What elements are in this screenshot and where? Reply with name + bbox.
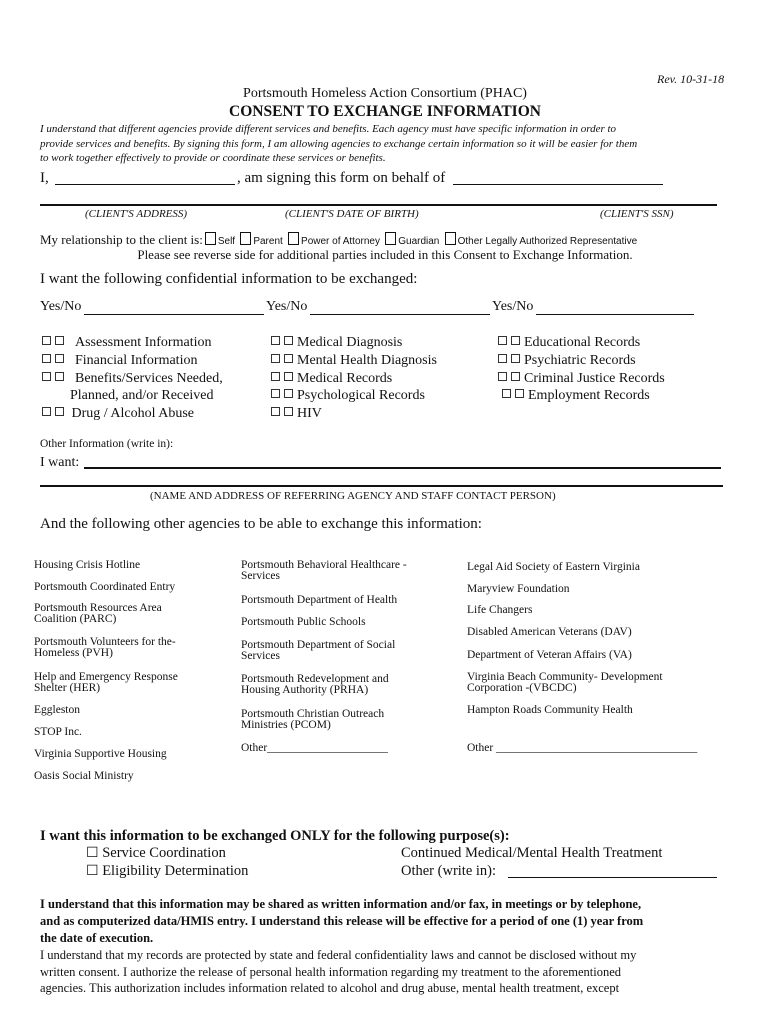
agency-item: Help and Emergency Response Shelter (HER) (34, 671, 178, 694)
checkbox-guardian[interactable] (385, 232, 396, 245)
purpose-other-field[interactable] (508, 877, 717, 878)
yes-checkbox[interactable] (271, 354, 280, 363)
purpose-service-coordination (86, 845, 226, 862)
purpose-label: Service Coordination (102, 845, 226, 861)
info-column-3 (498, 334, 665, 405)
info-item (271, 352, 437, 370)
agency-item: Portsmouth Volunteers for the-Homeless (PVH) (34, 636, 176, 659)
yesno-underline (310, 314, 490, 315)
checkbox-service-coordination[interactable]: ☐ (86, 846, 99, 861)
info-label: Benefits/Services Needed, (75, 370, 223, 386)
referring-agency-field[interactable] (40, 485, 723, 487)
info-label: Mental Health Diagnosis (297, 352, 437, 368)
option-parent: Parent (253, 236, 283, 247)
info-label: Psychiatric Records (524, 352, 636, 368)
release-terms-paragraph (40, 896, 643, 947)
info-item (271, 387, 437, 405)
agency-other-field[interactable]: Other ___________________________________ (467, 742, 698, 754)
purpose-heading: I want this information to be exchanged ONLY for the following purpose(s): (40, 828, 510, 844)
agency-item: Portsmouth Department of Social Services (241, 639, 396, 662)
agency-item: Life Changers (467, 604, 533, 616)
purpose-continued-treatment: Continued Medical/Mental Health Treatment (401, 845, 663, 861)
relationship-row (40, 232, 637, 248)
info-label: Psychological Records (297, 388, 425, 404)
info-item (498, 352, 665, 370)
info-label: Drug / Alcohol Abuse (71, 406, 194, 422)
checkbox-eligibility[interactable]: ☐ (86, 864, 99, 879)
no-checkbox[interactable] (511, 336, 520, 345)
referring-agency-caption: (NAME AND ADDRESS OF REFERRING AGENCY AND STAFF CONTACT PERSON) (150, 490, 556, 502)
yesno-header-2: Yes/No (266, 299, 308, 314)
agency-item: Portsmouth Behavioral Healthcare - Services (241, 559, 407, 582)
signer-behalf-text: , am signing this form on behalf of (237, 170, 446, 186)
client-ssn-caption: (CLIENT'S SSN) (600, 208, 674, 220)
yes-checkbox[interactable] (42, 354, 51, 363)
intro-line: to work together effectively to provide or coordinate these services or benefits. (40, 152, 386, 164)
agency-other-field[interactable]: Other_____________________ (241, 742, 388, 754)
yes-checkbox[interactable] (42, 372, 51, 381)
no-checkbox[interactable] (55, 336, 64, 345)
intro-line: I understand that different agencies provide different services and benefits. Each agency must have specific information in order to (40, 123, 617, 135)
info-label: Criminal Justice Records (524, 370, 665, 386)
yesno-header-1: Yes/No (40, 299, 82, 314)
no-checkbox[interactable] (284, 336, 293, 345)
purpose-label: Eligibility Determination (102, 863, 249, 879)
yes-checkbox[interactable] (498, 336, 507, 345)
paragraph-line: and as computerized data/HMIS entry. I understand this release will be effective for a period of one (1) year from (40, 914, 644, 928)
intro-paragraph (40, 122, 637, 166)
agency-item: Portsmouth Resources Area Coalition (PARC) (34, 602, 162, 625)
yes-checkbox[interactable] (42, 336, 51, 345)
agency-item: Portsmouth Coordinated Entry (34, 581, 176, 593)
no-checkbox[interactable] (511, 372, 520, 381)
organization-name: Portsmouth Homeless Action Consortium (PHAC) (243, 86, 527, 101)
info-item (271, 405, 437, 423)
info-label: Financial Information (75, 352, 198, 368)
option-guardian: Guardian (398, 236, 440, 247)
yes-checkbox[interactable] (498, 372, 507, 381)
info-item (42, 334, 223, 352)
yesno-header-3: Yes/No (492, 299, 534, 314)
no-checkbox[interactable] (55, 354, 64, 363)
yes-checkbox[interactable] (271, 407, 280, 416)
agency-item: Virginia Beach Community- Development Corporation -(VBCDC) (467, 671, 663, 694)
yesno-underline (84, 314, 264, 315)
info-item (42, 370, 223, 388)
agency-item: Portsmouth Redevelopment and Housing Authority (PRHA) (241, 673, 389, 696)
info-item (498, 334, 665, 352)
info-label: Medical Records (297, 370, 393, 386)
paragraph-line: I understand that this information may be shared as written information and/or fax, in meetings or by telephone, (40, 897, 642, 911)
agency-item: Department of Veteran Affairs (VA) (467, 649, 632, 661)
option-self: Self (217, 236, 236, 247)
i-want-label: I want: (40, 455, 80, 470)
client-name-field[interactable] (453, 184, 663, 185)
agency-item: Disabled American Veterans (DAV) (467, 626, 632, 638)
no-checkbox[interactable] (284, 354, 293, 363)
client-address-caption: (CLIENT'S ADDRESS) (85, 208, 188, 220)
agency-item: Legal Aid Society of Eastern Virginia (467, 561, 640, 573)
option-other-rep: Other Legally Authorized Representative (457, 236, 638, 247)
info-label: Employment Records (528, 388, 650, 404)
agency-item: STOP Inc. (34, 726, 82, 738)
no-checkbox[interactable] (284, 372, 293, 381)
paragraph-line: the date of execution. (40, 931, 154, 945)
paragraph-line: agencies. This authorization includes information related to alcohol and drug abuse, mental health treatment, except (40, 981, 620, 995)
no-checkbox[interactable] (55, 407, 64, 416)
confidentiality-paragraph (40, 947, 636, 997)
info-item (271, 334, 437, 352)
agency-item: Hampton Roads Community Health (467, 704, 633, 716)
info-column-1 (42, 334, 223, 423)
agency-item: Portsmouth Christian Outreach Ministries (PCOM) (241, 708, 385, 731)
purpose-eligibility (86, 863, 248, 880)
info-label: HIV (297, 406, 322, 422)
relationship-label: My relationship to the client is: (40, 232, 203, 247)
checkbox-parent[interactable] (240, 232, 251, 245)
no-checkbox[interactable] (284, 407, 293, 416)
info-item (271, 370, 437, 388)
info-item (498, 387, 665, 405)
yes-checkbox[interactable] (498, 354, 507, 363)
no-checkbox[interactable] (515, 389, 524, 398)
paragraph-line: I understand that my records are protected by state and federal confidentiality laws and cannot be disclosed without my (40, 948, 637, 962)
client-dob-caption: (CLIENT'S DATE OF BIRTH) (285, 208, 419, 220)
info-label-continued: Planned, and/or Received (70, 388, 214, 404)
no-checkbox[interactable] (55, 372, 64, 381)
agency-item: Portsmouth Public Schools (241, 616, 366, 628)
no-checkbox[interactable] (511, 354, 520, 363)
reverse-side-note: Please see reverse side for additional parties included in this Consent to Exchange Information. (137, 247, 633, 262)
info-label: Medical Diagnosis (297, 335, 403, 350)
info-heading: I want the following confidential information to be exchanged: (40, 271, 418, 287)
purpose-other-label: Other (write in): (401, 863, 497, 879)
checkbox-other-rep[interactable] (445, 232, 456, 245)
agency-item: Oasis Social Ministry (34, 770, 134, 782)
yes-checkbox[interactable] (271, 372, 280, 381)
checkbox-self[interactable] (205, 232, 216, 245)
agency-item: Eggleston (34, 704, 80, 716)
yes-checkbox[interactable] (502, 389, 511, 398)
yes-checkbox[interactable] (271, 389, 280, 398)
paragraph-line: written consent. I authorize the release of personal health information regarding my treatment to the aforementioned (40, 964, 622, 979)
agency-item: Housing Crisis Hotline (34, 559, 141, 571)
yesno-underline (536, 314, 694, 315)
option-poa: Power of Attorney (301, 236, 380, 247)
other-info-label: Other Information (write in): (40, 438, 174, 450)
revision-date: Rev. 10-31-18 (657, 72, 725, 86)
yes-checkbox[interactable] (42, 407, 51, 416)
info-label: Assessment Information (75, 335, 212, 350)
agency-item: Maryview Foundation (467, 583, 570, 595)
agency-item: Portsmouth Department of Health (241, 594, 398, 606)
info-label: Educational Records (524, 335, 641, 350)
agency-item: Virginia Supportive Housing (34, 748, 167, 760)
intro-line: provide services and benefits. By signing this form, I am allowing agencies to exchange certain information so it will be easier for them (40, 137, 638, 150)
yes-checkbox[interactable] (271, 336, 280, 345)
agencies-heading: And the following other agencies to be able to exchange this information: (40, 516, 482, 532)
info-item (498, 370, 665, 388)
signer-i: I, (40, 170, 49, 186)
client-info-field[interactable] (40, 204, 717, 206)
page-title: CONSENT TO EXCHANGE INFORMATION (229, 103, 541, 120)
i-want-field[interactable] (84, 467, 721, 469)
info-item (42, 405, 223, 423)
no-checkbox[interactable] (284, 389, 293, 398)
checkbox-poa[interactable] (288, 232, 299, 245)
info-item (42, 352, 223, 370)
info-column-2 (271, 334, 437, 423)
signer-name-field[interactable] (55, 184, 235, 185)
